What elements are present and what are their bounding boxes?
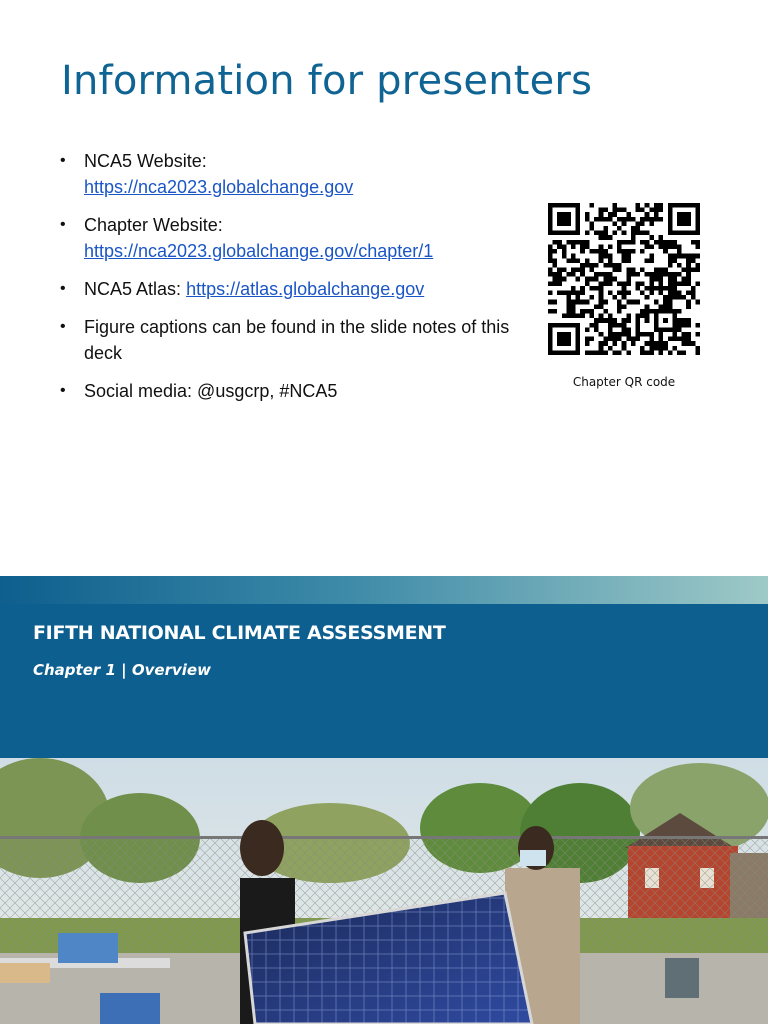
- bullet-label: NCA5 Website:: [84, 151, 207, 171]
- qr-caption: Chapter QR code: [572, 375, 676, 389]
- list-item: [60, 148, 510, 200]
- bullet-icon: •: [60, 382, 66, 399]
- bullet-label: NCA5 Atlas:: [84, 279, 182, 299]
- list-item: [60, 378, 510, 404]
- list-item: [60, 212, 510, 264]
- bullet-icon: •: [60, 152, 66, 169]
- bullet-label: Figure captions can be found in the slide notes of this deck: [84, 317, 510, 363]
- chapter-website-link[interactable]: https://nca2023.globalchange.gov/chapter/1: [84, 241, 434, 261]
- presenter-info-list: [60, 148, 510, 416]
- title-banner: [0, 604, 768, 758]
- bullet-icon: •: [60, 280, 66, 297]
- bullet-icon: •: [60, 318, 66, 335]
- bullet-label: Social media: @usgcrp, #NCA5: [84, 381, 338, 401]
- banner-title: FIFTH NATIONAL CLIMATE ASSESSMENT: [33, 622, 446, 644]
- solar-panel-photo: [0, 758, 768, 1024]
- nca5-website-link[interactable]: https://nca2023.globalchange.gov: [84, 177, 354, 197]
- atlas-link[interactable]: https://atlas.globalchange.gov: [186, 279, 425, 299]
- list-item: [60, 276, 510, 302]
- list-item: [60, 314, 510, 366]
- decorative-gradient-strip: [0, 576, 768, 604]
- bullet-label: Chapter Website:: [84, 215, 223, 235]
- bullet-icon: •: [60, 216, 66, 233]
- banner-subtitle: Chapter 1 | Overview: [33, 661, 211, 679]
- slide-title: Information for presenters: [61, 58, 593, 104]
- qr-code-icon[interactable]: [548, 203, 700, 355]
